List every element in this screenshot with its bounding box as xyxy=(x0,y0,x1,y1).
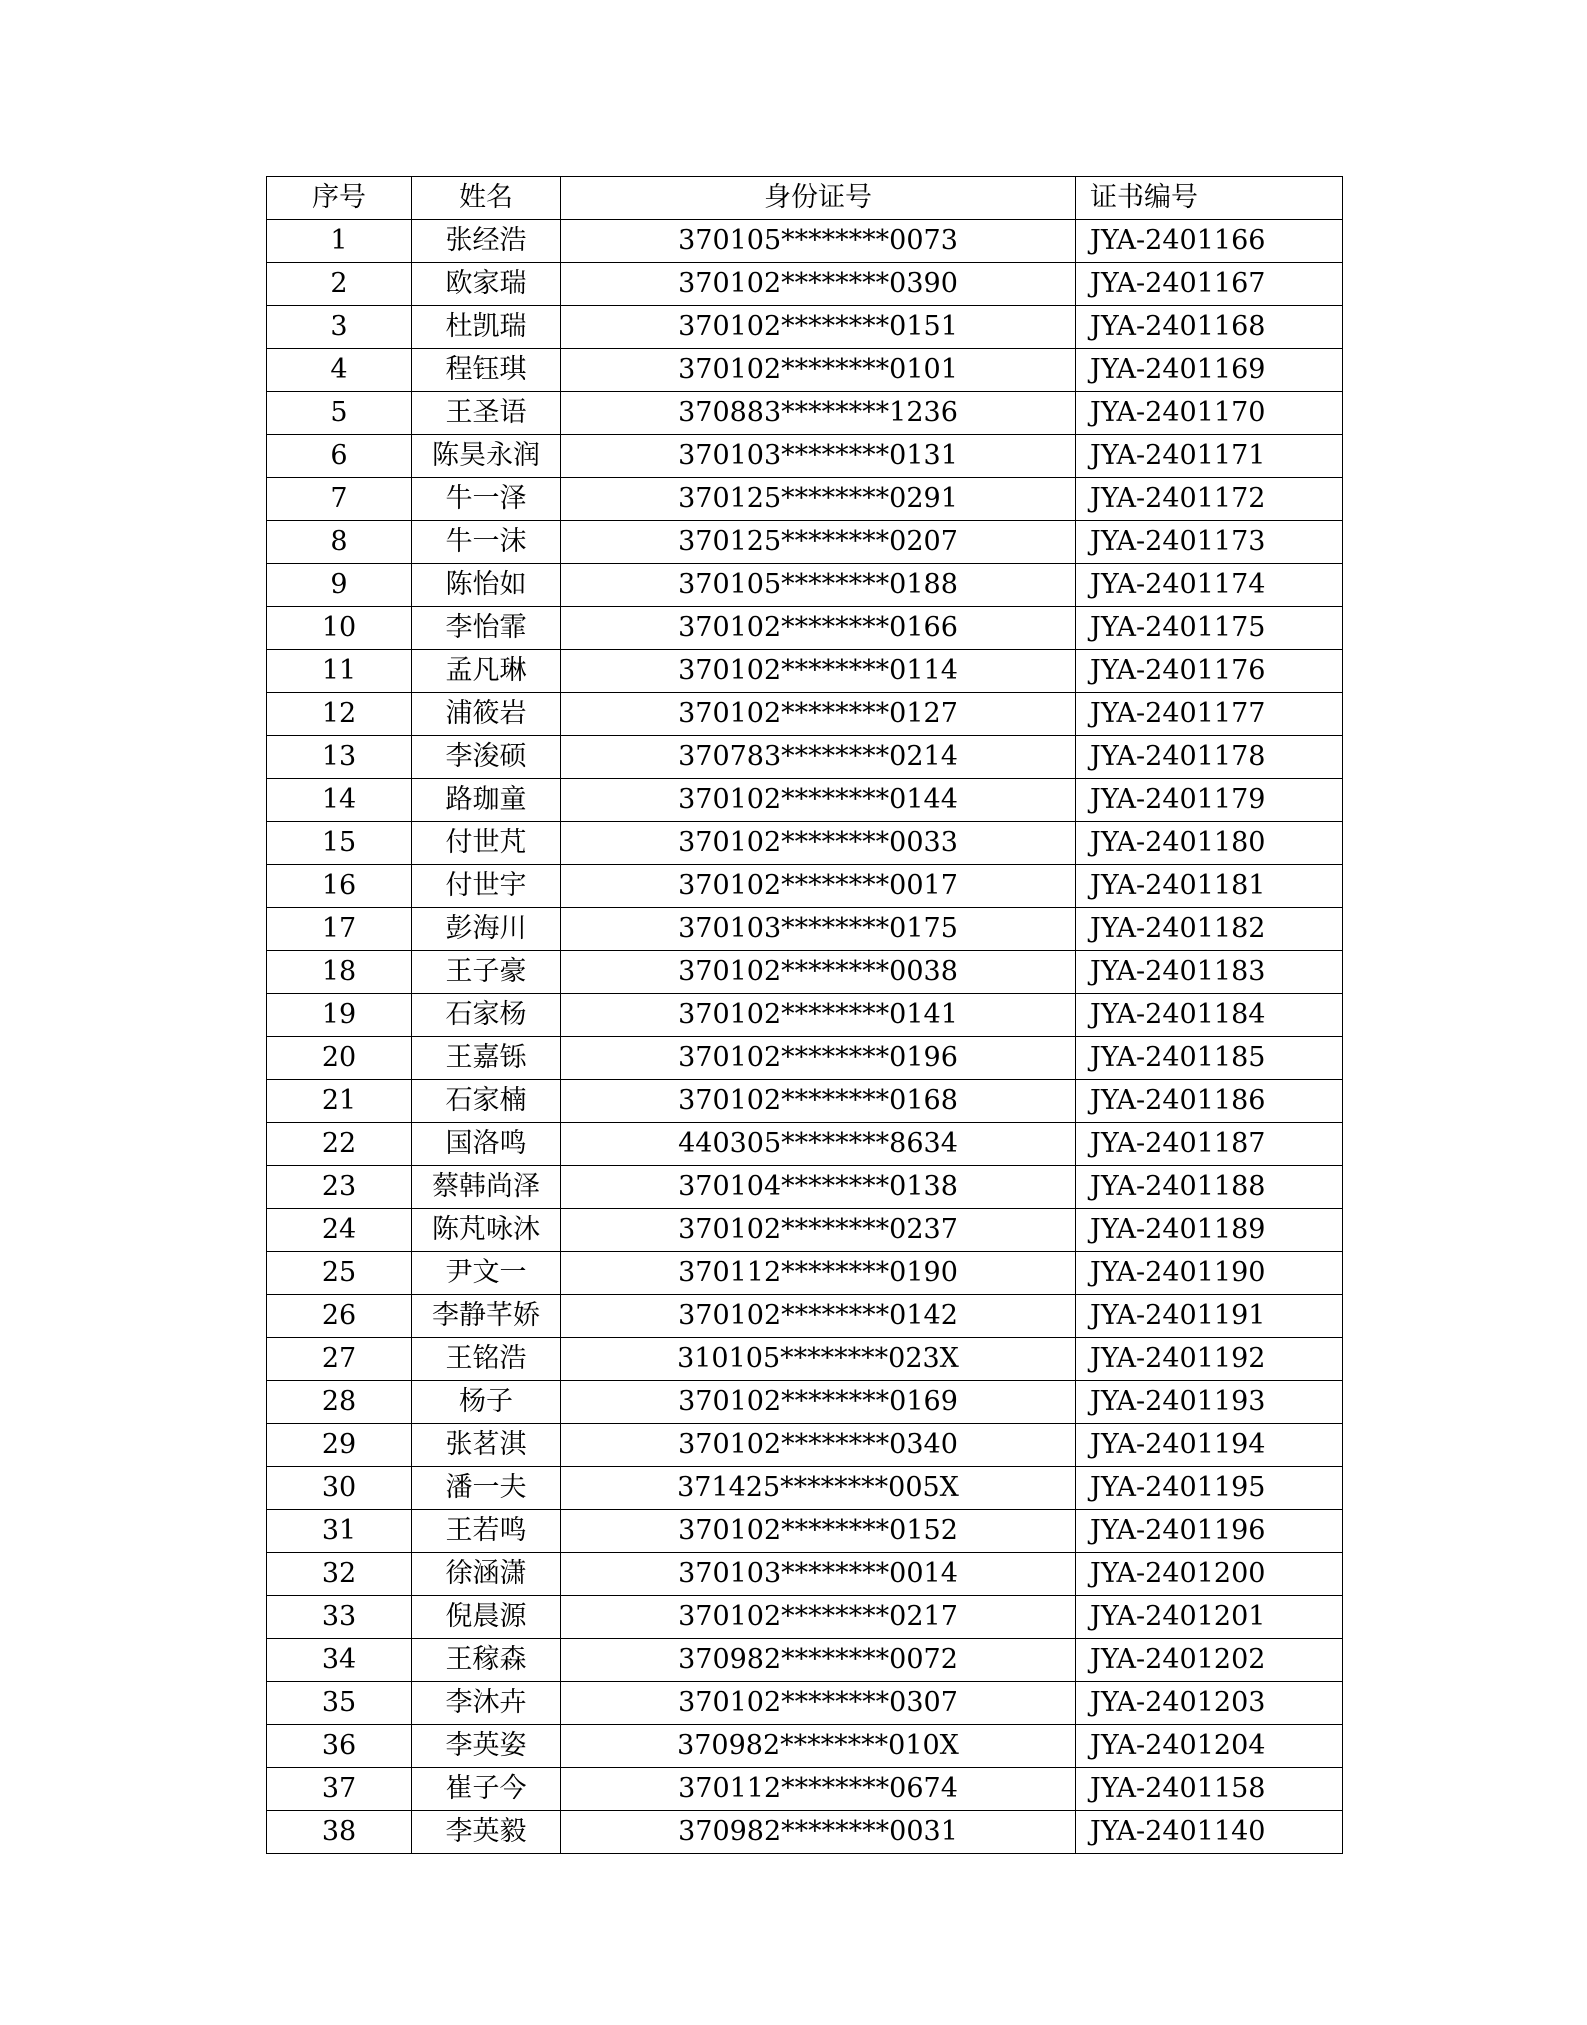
cell-name: 孟凡琳 xyxy=(412,650,561,693)
cell-seq: 29 xyxy=(267,1424,412,1467)
table-row xyxy=(267,478,1343,521)
table-row xyxy=(267,306,1343,349)
table-row xyxy=(267,1725,1343,1768)
cell-certificate-number: JYA-2401183 xyxy=(1076,951,1343,994)
header-name: 姓名 xyxy=(412,177,561,220)
table-row xyxy=(267,1682,1343,1725)
cell-name: 王铭浩 xyxy=(412,1338,561,1381)
table-row xyxy=(267,1037,1343,1080)
cell-name: 彭海川 xyxy=(412,908,561,951)
cell-id-number: 370125********0207 xyxy=(561,521,1076,564)
cell-id-number: 370982********0031 xyxy=(561,1811,1076,1854)
cell-name: 张茗淇 xyxy=(412,1424,561,1467)
cell-seq: 28 xyxy=(267,1381,412,1424)
cell-id-number: 370105********0188 xyxy=(561,564,1076,607)
cell-certificate-number: JYA-2401189 xyxy=(1076,1209,1343,1252)
cell-id-number: 370102********0217 xyxy=(561,1596,1076,1639)
cell-certificate-number: JYA-2401204 xyxy=(1076,1725,1343,1768)
cell-name: 王子豪 xyxy=(412,951,561,994)
table-body xyxy=(267,220,1343,1854)
cell-seq: 20 xyxy=(267,1037,412,1080)
cell-name: 付世宇 xyxy=(412,865,561,908)
cell-id-number: 370883********1236 xyxy=(561,392,1076,435)
cell-name: 倪晨源 xyxy=(412,1596,561,1639)
cell-id-number: 370102********0101 xyxy=(561,349,1076,392)
cell-certificate-number: JYA-2401185 xyxy=(1076,1037,1343,1080)
cell-certificate-number: JYA-2401178 xyxy=(1076,736,1343,779)
cell-certificate-number: JYA-2401174 xyxy=(1076,564,1343,607)
table-row xyxy=(267,736,1343,779)
table-row xyxy=(267,392,1343,435)
cell-seq: 32 xyxy=(267,1553,412,1596)
cell-certificate-number: JYA-2401140 xyxy=(1076,1811,1343,1854)
cell-id-number: 370982********010X xyxy=(561,1725,1076,1768)
cell-certificate-number: JYA-2401187 xyxy=(1076,1123,1343,1166)
cell-certificate-number: JYA-2401158 xyxy=(1076,1768,1343,1811)
cell-id-number: 370102********0169 xyxy=(561,1381,1076,1424)
cell-name: 浦筱岩 xyxy=(412,693,561,736)
cell-name: 潘一夫 xyxy=(412,1467,561,1510)
cell-name: 张经浩 xyxy=(412,220,561,263)
header-id-number: 身份证号 xyxy=(561,177,1076,220)
table-row xyxy=(267,951,1343,994)
cell-name: 李静芊娇 xyxy=(412,1295,561,1338)
cell-id-number: 370783********0214 xyxy=(561,736,1076,779)
cell-certificate-number: JYA-2401196 xyxy=(1076,1510,1343,1553)
cell-certificate-number: JYA-2401200 xyxy=(1076,1553,1343,1596)
table-row xyxy=(267,1252,1343,1295)
cell-certificate-number: JYA-2401167 xyxy=(1076,263,1343,306)
cell-id-number: 370102********0152 xyxy=(561,1510,1076,1553)
table-row xyxy=(267,650,1343,693)
cell-seq: 21 xyxy=(267,1080,412,1123)
cell-name: 陈昊永润 xyxy=(412,435,561,478)
cell-id-number: 310105********023X xyxy=(561,1338,1076,1381)
cell-seq: 13 xyxy=(267,736,412,779)
cell-certificate-number: JYA-2401182 xyxy=(1076,908,1343,951)
table-row xyxy=(267,1424,1343,1467)
cell-name: 国洛鸣 xyxy=(412,1123,561,1166)
cell-name: 石家杨 xyxy=(412,994,561,1037)
table-row xyxy=(267,263,1343,306)
cell-seq: 24 xyxy=(267,1209,412,1252)
table-row xyxy=(267,1123,1343,1166)
cell-name: 付世芃 xyxy=(412,822,561,865)
cell-name: 杜凯瑞 xyxy=(412,306,561,349)
cell-id-number: 370102********0237 xyxy=(561,1209,1076,1252)
cell-id-number: 370112********0674 xyxy=(561,1768,1076,1811)
cell-name: 牛一沫 xyxy=(412,521,561,564)
cell-name: 石家楠 xyxy=(412,1080,561,1123)
cell-name: 王若鸣 xyxy=(412,1510,561,1553)
cell-name: 尹文一 xyxy=(412,1252,561,1295)
cell-certificate-number: JYA-2401201 xyxy=(1076,1596,1343,1639)
cell-seq: 1 xyxy=(267,220,412,263)
cell-seq: 8 xyxy=(267,521,412,564)
cell-certificate-number: JYA-2401192 xyxy=(1076,1338,1343,1381)
table-row xyxy=(267,908,1343,951)
cell-name: 王嘉铄 xyxy=(412,1037,561,1080)
cell-certificate-number: JYA-2401180 xyxy=(1076,822,1343,865)
header-row xyxy=(267,177,1343,220)
cell-seq: 5 xyxy=(267,392,412,435)
cell-seq: 33 xyxy=(267,1596,412,1639)
cell-seq: 19 xyxy=(267,994,412,1037)
cell-certificate-number: JYA-2401190 xyxy=(1076,1252,1343,1295)
cell-certificate-number: JYA-2401202 xyxy=(1076,1639,1343,1682)
cell-name: 欧家瑞 xyxy=(412,263,561,306)
cell-seq: 6 xyxy=(267,435,412,478)
cell-seq: 23 xyxy=(267,1166,412,1209)
cell-certificate-number: JYA-2401181 xyxy=(1076,865,1343,908)
cell-certificate-number: JYA-2401173 xyxy=(1076,521,1343,564)
cell-certificate-number: JYA-2401193 xyxy=(1076,1381,1343,1424)
cell-certificate-number: JYA-2401186 xyxy=(1076,1080,1343,1123)
header-seq: 序号 xyxy=(267,177,412,220)
cell-seq: 37 xyxy=(267,1768,412,1811)
cell-id-number: 370102********0017 xyxy=(561,865,1076,908)
cell-id-number: 371425********005X xyxy=(561,1467,1076,1510)
cell-seq: 3 xyxy=(267,306,412,349)
cell-seq: 35 xyxy=(267,1682,412,1725)
cell-name: 徐涵潇 xyxy=(412,1553,561,1596)
cell-seq: 38 xyxy=(267,1811,412,1854)
cell-seq: 15 xyxy=(267,822,412,865)
cell-name: 杨子 xyxy=(412,1381,561,1424)
cell-id-number: 370102********0166 xyxy=(561,607,1076,650)
cell-name: 崔子今 xyxy=(412,1768,561,1811)
table-row xyxy=(267,865,1343,908)
cell-name: 李怡霏 xyxy=(412,607,561,650)
table-row xyxy=(267,1166,1343,1209)
cell-seq: 31 xyxy=(267,1510,412,1553)
cell-name: 王圣语 xyxy=(412,392,561,435)
cell-seq: 22 xyxy=(267,1123,412,1166)
cell-id-number: 440305********8634 xyxy=(561,1123,1076,1166)
cell-certificate-number: JYA-2401166 xyxy=(1076,220,1343,263)
header-certificate-number: 证书编号 xyxy=(1076,177,1343,220)
cell-certificate-number: JYA-2401188 xyxy=(1076,1166,1343,1209)
cell-id-number: 370125********0291 xyxy=(561,478,1076,521)
cell-name: 李浚硕 xyxy=(412,736,561,779)
table-row xyxy=(267,1338,1343,1381)
table-row xyxy=(267,1381,1343,1424)
cell-seq: 30 xyxy=(267,1467,412,1510)
cell-id-number: 370104********0138 xyxy=(561,1166,1076,1209)
cell-certificate-number: JYA-2401184 xyxy=(1076,994,1343,1037)
cell-id-number: 370102********0127 xyxy=(561,693,1076,736)
cell-certificate-number: JYA-2401179 xyxy=(1076,779,1343,822)
cell-seq: 34 xyxy=(267,1639,412,1682)
cell-id-number: 370102********0340 xyxy=(561,1424,1076,1467)
cell-id-number: 370103********0131 xyxy=(561,435,1076,478)
cell-seq: 10 xyxy=(267,607,412,650)
cell-seq: 2 xyxy=(267,263,412,306)
cell-name: 王稼森 xyxy=(412,1639,561,1682)
cell-seq: 16 xyxy=(267,865,412,908)
cell-id-number: 370103********0014 xyxy=(561,1553,1076,1596)
cell-certificate-number: JYA-2401191 xyxy=(1076,1295,1343,1338)
cell-id-number: 370102********0033 xyxy=(561,822,1076,865)
table-header xyxy=(267,177,1343,220)
table-row xyxy=(267,521,1343,564)
table-row xyxy=(267,1467,1343,1510)
table-row xyxy=(267,220,1343,263)
cell-seq: 36 xyxy=(267,1725,412,1768)
cell-seq: 17 xyxy=(267,908,412,951)
table-row xyxy=(267,1596,1343,1639)
cell-id-number: 370105********0073 xyxy=(561,220,1076,263)
cell-certificate-number: JYA-2401171 xyxy=(1076,435,1343,478)
cell-certificate-number: JYA-2401195 xyxy=(1076,1467,1343,1510)
table-row xyxy=(267,1639,1343,1682)
cell-certificate-number: JYA-2401168 xyxy=(1076,306,1343,349)
cell-id-number: 370982********0072 xyxy=(561,1639,1076,1682)
cell-id-number: 370102********0038 xyxy=(561,951,1076,994)
cell-name: 李英毅 xyxy=(412,1811,561,1854)
table-row xyxy=(267,994,1343,1037)
cell-seq: 4 xyxy=(267,349,412,392)
cell-name: 李英姿 xyxy=(412,1725,561,1768)
table-row xyxy=(267,435,1343,478)
table-row xyxy=(267,1811,1343,1854)
cell-name: 程钰琪 xyxy=(412,349,561,392)
table-row xyxy=(267,1080,1343,1123)
cell-id-number: 370102********0114 xyxy=(561,650,1076,693)
table-row xyxy=(267,1768,1343,1811)
cell-name: 李沐卉 xyxy=(412,1682,561,1725)
cell-name: 陈芃咏沐 xyxy=(412,1209,561,1252)
cell-id-number: 370102********0307 xyxy=(561,1682,1076,1725)
cell-certificate-number: JYA-2401176 xyxy=(1076,650,1343,693)
cell-id-number: 370112********0190 xyxy=(561,1252,1076,1295)
cell-id-number: 370102********0142 xyxy=(561,1295,1076,1338)
cell-id-number: 370102********0390 xyxy=(561,263,1076,306)
cell-id-number: 370102********0168 xyxy=(561,1080,1076,1123)
cell-certificate-number: JYA-2401170 xyxy=(1076,392,1343,435)
cell-name: 路珈童 xyxy=(412,779,561,822)
cell-certificate-number: JYA-2401169 xyxy=(1076,349,1343,392)
certificate-list-table xyxy=(266,176,1343,1854)
cell-certificate-number: JYA-2401203 xyxy=(1076,1682,1343,1725)
table-row xyxy=(267,693,1343,736)
cell-seq: 26 xyxy=(267,1295,412,1338)
table-row xyxy=(267,779,1343,822)
cell-certificate-number: JYA-2401177 xyxy=(1076,693,1343,736)
table-row xyxy=(267,564,1343,607)
cell-name: 陈怡如 xyxy=(412,564,561,607)
cell-seq: 14 xyxy=(267,779,412,822)
cell-id-number: 370103********0175 xyxy=(561,908,1076,951)
cell-id-number: 370102********0196 xyxy=(561,1037,1076,1080)
cell-certificate-number: JYA-2401194 xyxy=(1076,1424,1343,1467)
table-row xyxy=(267,1510,1343,1553)
cell-id-number: 370102********0151 xyxy=(561,306,1076,349)
cell-seq: 9 xyxy=(267,564,412,607)
cell-id-number: 370102********0141 xyxy=(561,994,1076,1037)
table-row xyxy=(267,1295,1343,1338)
table-row xyxy=(267,822,1343,865)
cell-id-number: 370102********0144 xyxy=(561,779,1076,822)
cell-name: 蔡韩尚泽 xyxy=(412,1166,561,1209)
table-row xyxy=(267,607,1343,650)
table-row xyxy=(267,1209,1343,1252)
cell-seq: 18 xyxy=(267,951,412,994)
cell-seq: 25 xyxy=(267,1252,412,1295)
table-row xyxy=(267,1553,1343,1596)
cell-certificate-number: JYA-2401172 xyxy=(1076,478,1343,521)
cell-name: 牛一泽 xyxy=(412,478,561,521)
cell-seq: 7 xyxy=(267,478,412,521)
cell-certificate-number: JYA-2401175 xyxy=(1076,607,1343,650)
cell-seq: 27 xyxy=(267,1338,412,1381)
cell-seq: 11 xyxy=(267,650,412,693)
table-row xyxy=(267,349,1343,392)
cell-seq: 12 xyxy=(267,693,412,736)
